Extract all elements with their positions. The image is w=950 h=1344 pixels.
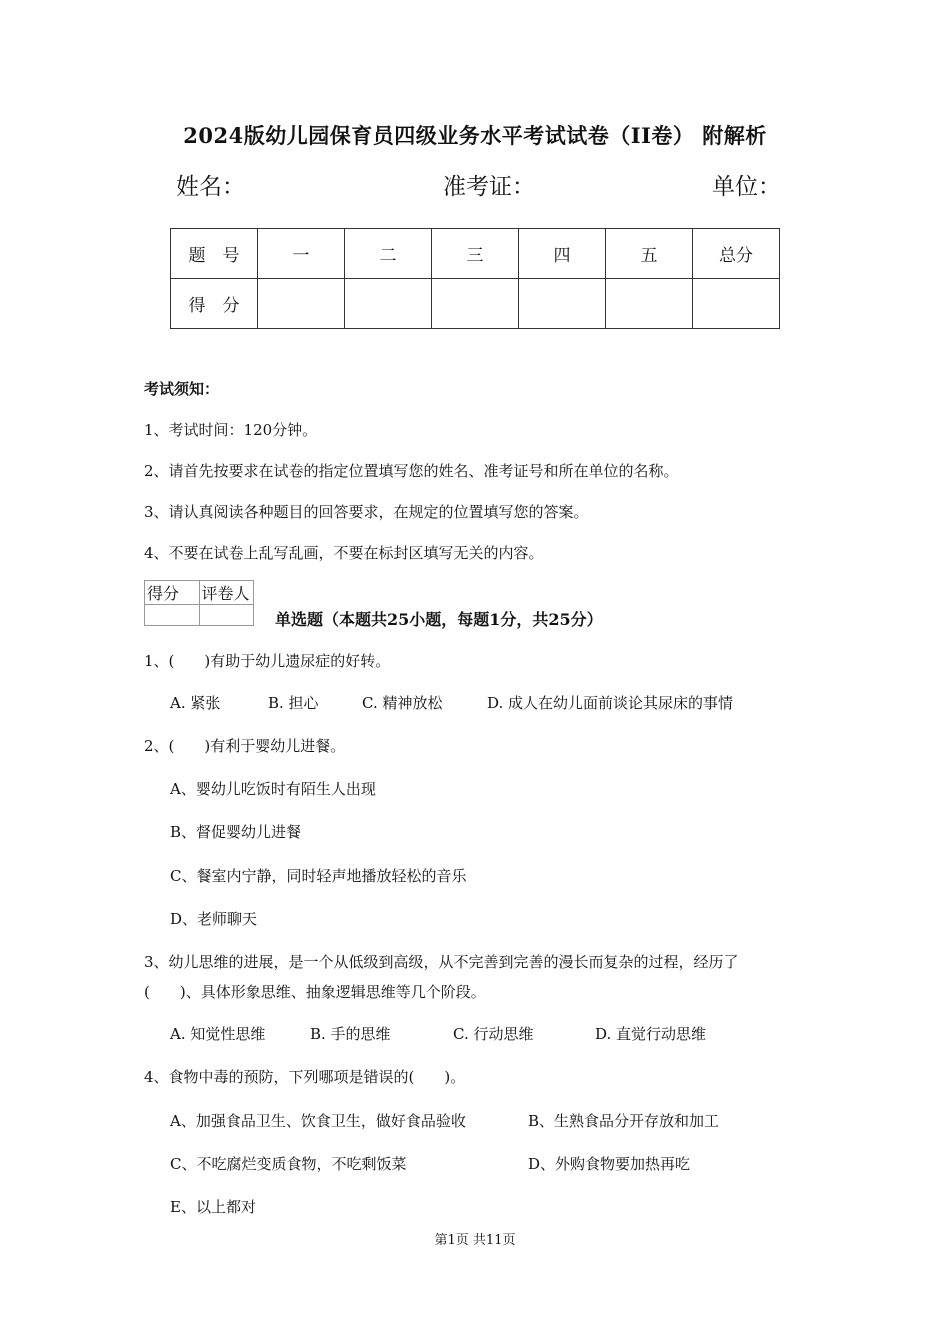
answer-option: A. 紧张 [170,694,221,712]
grader-score-label: 得分 [145,581,200,605]
question-stem: 2、( )有利于婴幼儿进餐。 [144,737,346,755]
answer-option: C、餐室内宁静，同时轻声地播放轻松的音乐 [170,867,467,885]
score-header-cell: 题 号 [171,229,258,279]
answer-option: D、外购食物要加热再吃 [528,1155,691,1173]
answer-option: D、老师聊天 [170,910,258,928]
score-cell[interactable] [519,279,606,329]
score-cell[interactable] [606,279,693,329]
name-field-label: 姓名： [176,174,245,200]
grader-reviewer-label: 评卷人 [199,581,254,605]
answer-option: C. 精神放松 [362,694,443,712]
answer-option: A、加强食品卫生、饮食卫生，做好食品验收 [170,1112,466,1130]
answer-option: B. 担心 [268,694,319,712]
answer-option: D. 直觉行动思维 [595,1025,707,1043]
answer-option: B、督促婴幼儿进餐 [170,823,302,841]
answer-option: B、生熟食品分开存放和加工 [528,1112,720,1130]
score-table [170,228,780,329]
score-table-header-row [171,229,780,279]
answer-option: C. 行动思维 [453,1025,534,1043]
score-cell[interactable] [693,279,780,329]
question-stem: 4、食物中毒的预防，下列哪项是错误的( )。 [144,1068,466,1086]
answer-option: D. 成人在幼儿面前谈论其尿床的事情 [487,694,734,712]
notice-heading: 考试须知： [144,380,220,398]
score-cell[interactable] [345,279,432,329]
question-stem-continued: ( )、具体形象思维、抽象逻辑思维等几个阶段。 [144,983,486,1001]
notice-item: 3、请认真阅读各种题目的回答要求，在规定的位置填写您的答案。 [144,503,589,521]
score-header-cell: 一 [258,229,345,279]
score-row-label: 得 分 [171,279,258,329]
score-header-cell: 三 [432,229,519,279]
grader-score-cell[interactable] [145,605,200,626]
grader-reviewer-cell[interactable] [199,605,254,626]
notice-item: 2、请首先按要求在试卷的指定位置填写您的姓名、准考证号和所在单位的名称。 [144,462,679,480]
score-header-cell: 总分 [693,229,780,279]
unit-field-label: 单位： [712,174,781,200]
exam-id-field-label: 准考证： [443,174,535,200]
score-table-score-row [171,279,780,329]
score-header-cell: 四 [519,229,606,279]
notice-item: 1、考试时间：120分钟。 [144,421,318,439]
grader-box [144,580,254,626]
answer-option: C、不吃腐烂变质食物，不吃剩饭菜 [170,1155,407,1173]
answer-option: A、婴幼儿吃饭时有陌生人出现 [170,780,376,798]
answer-option: E、以上都对 [170,1198,256,1216]
page-number: 第1页 共11页 [434,1233,516,1248]
section-title: 单选题（本题共25小题，每题1分，共25分） [275,610,603,629]
page-title: 2024版幼儿园保育员四级业务水平考试试卷（II卷） 附解析 [183,123,767,148]
question-stem: 3、幼儿思维的进展，是一个从低级到高级，从不完善到完善的漫长而复杂的过程，经历了 [144,953,739,971]
score-cell[interactable] [258,279,345,329]
notice-item: 4、不要在试卷上乱写乱画，不要在标封区填写无关的内容。 [144,544,544,562]
answer-option: B. 手的思维 [310,1025,391,1043]
score-cell[interactable] [432,279,519,329]
question-stem: 1、( )有助于幼儿遗尿症的好转。 [144,652,391,670]
answer-option: A. 知觉性思维 [170,1025,266,1043]
score-header-cell: 二 [345,229,432,279]
score-header-cell: 五 [606,229,693,279]
